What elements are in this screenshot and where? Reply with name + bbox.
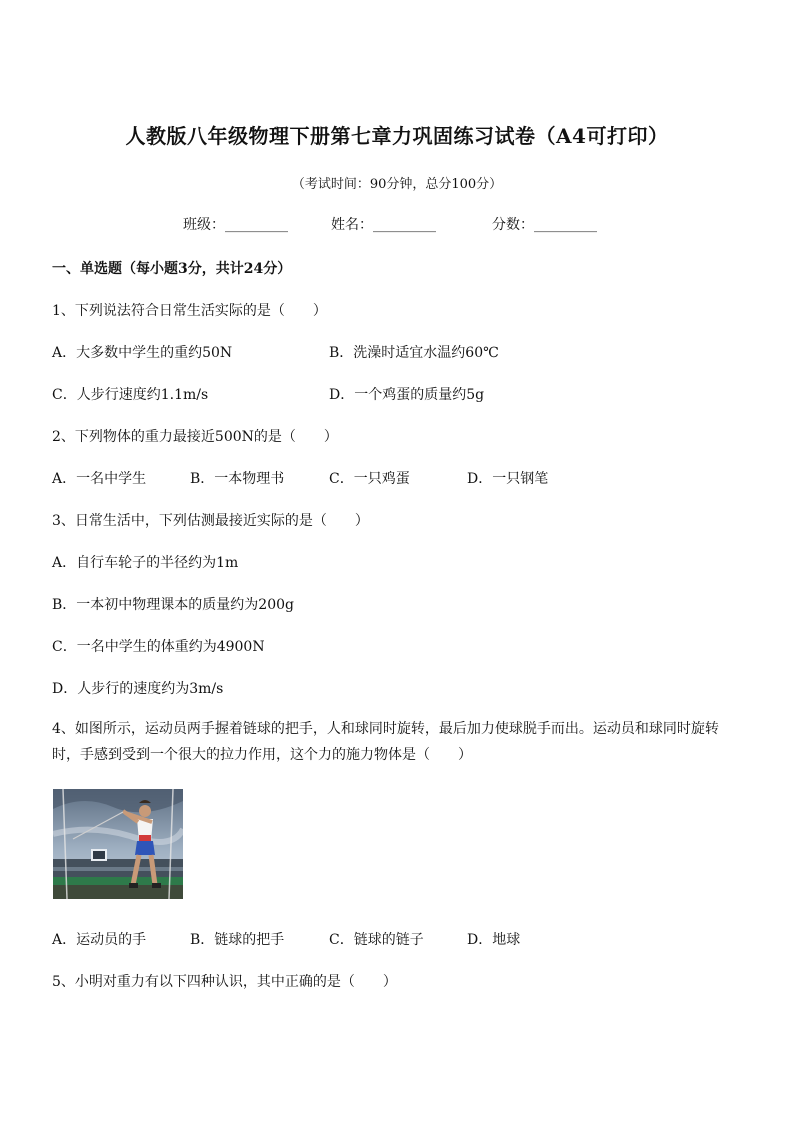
- question-2-stem: 2、下列物体的重力最接近500N的是（ ）: [52, 429, 338, 445]
- question-3-option-c: C．一名中学生的体重约为4900N: [52, 639, 265, 655]
- question-4-option-d: D．地球: [467, 932, 521, 948]
- section-heading: 一、单选题（每小题3分，共计24分）: [52, 261, 292, 277]
- question-1-option-a: A．大多数中学生的重约50N: [52, 345, 233, 361]
- question-1-option-b: B．洗澡时适宜水温约60℃: [329, 345, 499, 361]
- question-4-option-b: B．链球的把手: [190, 932, 285, 948]
- question-2-option-b: B．一本物理书: [190, 471, 285, 487]
- score-field-label: 分数：_________: [492, 217, 597, 233]
- question-2-option-a: A．一名中学生: [52, 471, 147, 487]
- page-title: 人教版八年级物理下册第七章力巩固练习试卷（A4可打印）: [125, 124, 669, 148]
- question-2-option-c: C．一只鸡蛋: [329, 471, 410, 487]
- question-1-option-c: C．人步行速度约1.1m/s: [52, 387, 209, 403]
- class-field-label: 班级：_________: [183, 217, 288, 233]
- question-4-option-a: A．运动员的手: [52, 932, 147, 948]
- question-3-stem: 3、日常生活中，下列估测最接近实际的是（ ）: [52, 513, 369, 529]
- question-1-option-d: D．一个鸡蛋的质量约5g: [329, 387, 485, 403]
- question-5-stem: 5、小明对重力有以下四种认识，其中正确的是（ ）: [52, 974, 397, 990]
- hammer-thrower-photo: [53, 789, 183, 899]
- exam-subtitle: （考试时间：90分钟，总分100分）: [291, 177, 503, 192]
- question-3-option-d: D．人步行的速度约为3m/s: [52, 681, 224, 697]
- question-1-stem: 1、下列说法符合日常生活实际的是（ ）: [52, 303, 327, 319]
- name-field-label: 姓名：_________: [331, 217, 436, 233]
- question-3-option-a: A．自行车轮子的半径约为1m: [52, 555, 239, 571]
- question-2-option-d: D．一只钢笔: [467, 471, 549, 487]
- question-3-option-b: B．一本初中物理课本的质量约为200g: [52, 597, 294, 613]
- question-4-stem: 4、如图所示，运动员两手握着链球的把手，人和球同时旋转，最后加力使球脱手而出。运动员和球同时旋转时，手感到受到一个很大的拉力作用，这个力的施力物体是（ ）: [52, 721, 719, 763]
- question-4-option-c: C．链球的链子: [329, 932, 424, 948]
